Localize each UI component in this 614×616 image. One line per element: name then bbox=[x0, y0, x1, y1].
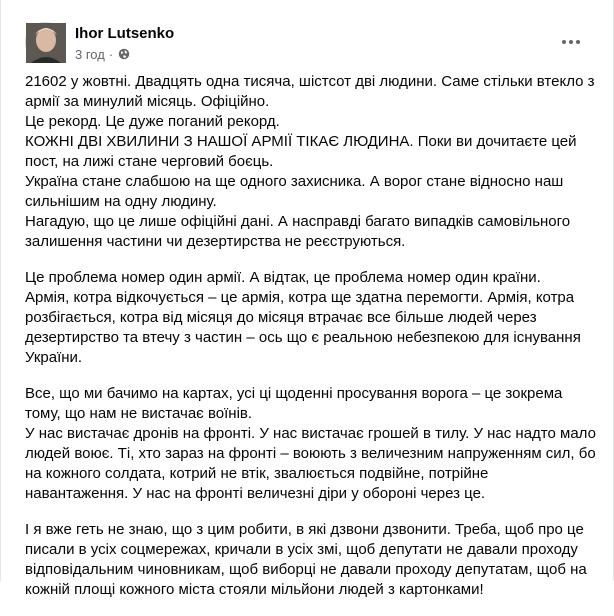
more-options-button[interactable] bbox=[553, 30, 589, 54]
text-line: Це рекорд. Це дуже поганий рекорд. bbox=[25, 113, 280, 130]
text-line: сильнішим на одну людину. bbox=[25, 193, 217, 210]
author-name[interactable]: Ihor Lutsenko bbox=[75, 25, 175, 42]
post-time[interactable]: 3 год bbox=[75, 46, 105, 62]
text-line: Все, що ми бачимо на картах, усі ці щоденні просування ворога – це зокрема bbox=[25, 385, 563, 402]
text-line: Це проблема номер один армії. А відтак, це проблема номер один країни. bbox=[25, 269, 541, 286]
globe-icon[interactable] bbox=[118, 48, 130, 60]
text-line: Армія, котра відкочується – це армія, котра ще здатна перемогти. Армія, котра bbox=[25, 289, 575, 306]
text-line: армії за минулий місяць. Офіційно. bbox=[25, 93, 270, 110]
text-line: навантаження. У нас на фронті величезні діри у обороні через це. bbox=[25, 485, 486, 502]
text-line: відповідальним чиновникам, щоб виборці не давали проходу депутатам, щоб на bbox=[25, 561, 587, 578]
post-header bbox=[1, 0, 613, 70]
text-line: людей воює. Ті, хто зараз на фронті – воюють з величезним напруженням сил, бо bbox=[25, 445, 596, 462]
post-paragraph bbox=[25, 520, 595, 600]
text-line: КОЖНІ ДВІ ХВИЛИНИ З НАШОЇ АРМІЇ ТІКАЄ ЛЮДИНА. Поки ви дочитаєте цей bbox=[25, 133, 577, 150]
text-line: пост, на лижі стане черговий боєць. bbox=[25, 153, 274, 170]
text-line: залишення частини чи дезертирства не реєструються. bbox=[25, 233, 406, 250]
post-paragraph bbox=[25, 72, 595, 252]
text-line: України. bbox=[25, 349, 83, 366]
more-horizontal-icon bbox=[562, 40, 580, 44]
post-meta bbox=[75, 46, 130, 62]
post-paragraph bbox=[25, 384, 595, 504]
text-line: дезертирство та втечу з частин – ось що є реальною небезпекою для існування bbox=[25, 329, 581, 346]
avatar[interactable] bbox=[25, 22, 65, 62]
text-line: кожній площі кожного міста стояли мільйони людей з картонками! bbox=[25, 581, 484, 598]
text-line: І я вже геть не знаю, що з цим робити, в які дзвони дзвонити. Треба, щоб про це bbox=[25, 521, 584, 538]
text-line: тому, що нам не вистачає воїнів. bbox=[25, 405, 253, 422]
text-line: Нагадую, що це лише офіційні дані. А насправді багато випадків самовільного bbox=[25, 213, 571, 230]
avatar-photo bbox=[26, 23, 66, 63]
text-line: розбігається, котра від місяця до місяця втрачає все більше людей через bbox=[25, 309, 537, 326]
text-line: У нас вистачає дронів на фронті. У нас вистачає грошей в тилу. У нас надто мало bbox=[25, 425, 596, 442]
text-line: писали в усіх соцмережах, кричали в усіх змі, щоб депутати не давали проходу bbox=[25, 541, 578, 558]
meta-separator: · bbox=[108, 46, 114, 62]
post-text bbox=[25, 72, 595, 616]
text-line: Україна стане слабшою на ще одного захисника. А ворог стане відносно наш bbox=[25, 173, 564, 190]
post-paragraph bbox=[25, 268, 595, 368]
text-line: 21602 у жовтні. Двадцять одна тисяча, шістсот дві людини. Саме стільки втекло з bbox=[25, 73, 595, 90]
text-line: на кожного солдата, котрий не втік, звалюється подвійне, потрійне bbox=[25, 465, 489, 482]
